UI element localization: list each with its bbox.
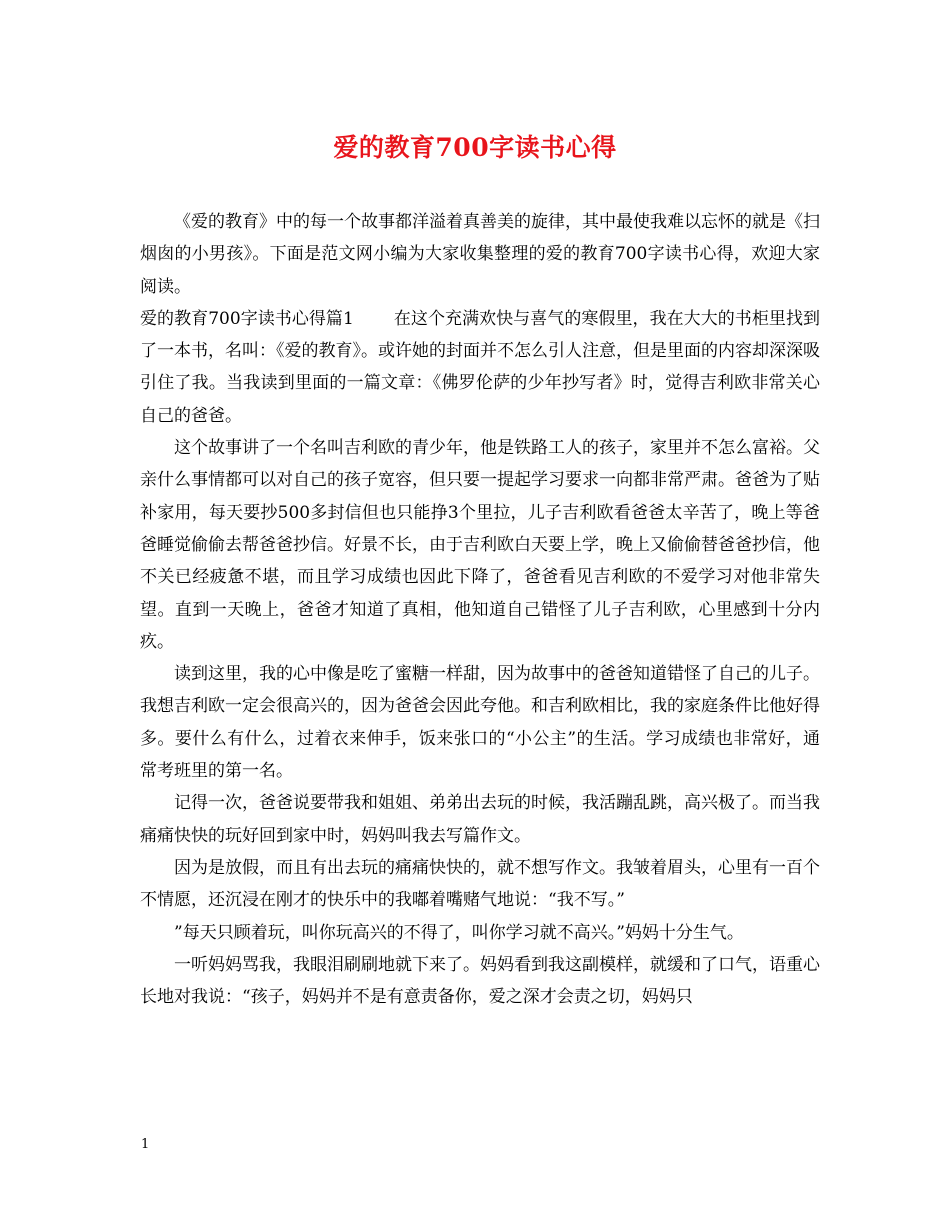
body-paragraph: 记得一次，爸爸说要带我和姐姐、弟弟出去玩的时候，我活蹦乱跳，高兴极了。而当我痛痛快快的玩好回到家中时，妈妈叫我去写篇作文。 (140, 793, 820, 846)
intro-paragraph: 《爱的教育》中的每一个故事都洋溢着真善美的旋律，其中最使我难以忘怀的就是《扫烟囱的小男孩》。下面是范文网小编为大家收集整理的爱的教育700字读书心得，欢迎大家阅读。 (140, 212, 820, 297)
section-paragraph (140, 303, 820, 432)
document-title: 爱的教育700字读书心得 (333, 133, 617, 162)
body-paragraph: 一听妈妈骂我，我眼泪刷刷地就下来了。妈妈看到我这副模样，就缓和了口气，语重心长地对我说：“孩子，妈妈并不是有意责备你，爱之深才会责之切，妈妈只 (140, 954, 820, 1008)
body-paragraph: 读到这里，我的心中像是吃了蜜糖一样甜，因为故事中的爸爸知道错怪了自己的儿子。我想吉利欧一定会很高兴的，因为爸爸会因此夸他。和吉利欧相比，我的家庭条件比他好得多。要什么有什么，过着衣来伸手，饭来张口的“小公主”的生活。学习成绩也非常好，通常考班里的第一名。 (140, 664, 820, 782)
document-body (140, 206, 820, 1013)
section-heading: 爱的教育700字读书心得篇1 (140, 308, 354, 329)
section-text: 在这个充满欢快与喜气的寒假里，我在大大的书柜里找到了一本书，名叫：《爱的教育》。或许她的封面并不怎么引人注意，但是里面的内容却深深吸引住了我。当我读到里面的一篇文章：《佛罗伦萨的少年抄写者》时，觉得吉利欧非常关心自己的爸爸。 (140, 308, 821, 426)
body-paragraph: 这个故事讲了一个名叫吉利欧的青少年，他是铁路工人的孩子，家里并不怎么富裕。父亲什么事情都可以对自己的孩子宽容，但只要一提起学习要求一向都非常严肃。爸爸为了贴补家用，每天要抄500多封信但也只能挣3个里拉，儿子吉利欧看爸爸太辛苦了，晚上等爸爸睡觉偷偷去帮爸爸抄信。好景不长，由于吉利欧白天要上学，晚上又偷偷替爸爸抄信，他不关已经疲惫不堪，而且学习成绩也因此下降了，爸爸看见吉利欧的不爱学习对他非常失望。直到一天晚上，爸爸才知道了真相，他知道自己错怪了儿子吉利欧，心里感到十分内疚。 (140, 438, 820, 652)
body-paragraph: 因为是放假，而且有出去玩的痛痛快快的，就不想写作文。我皱着眉头，心里有一百个不情愿，还沉浸在刚才的快乐中的我嘟着嘴赌气地说：“我不写。” (140, 857, 820, 911)
body-paragraph: ”每天只顾着玩，叫你玩高兴的不得了，叫你学习就不高兴。”妈妈十分生气。 (174, 922, 744, 943)
page-number: 1 (141, 1137, 150, 1152)
